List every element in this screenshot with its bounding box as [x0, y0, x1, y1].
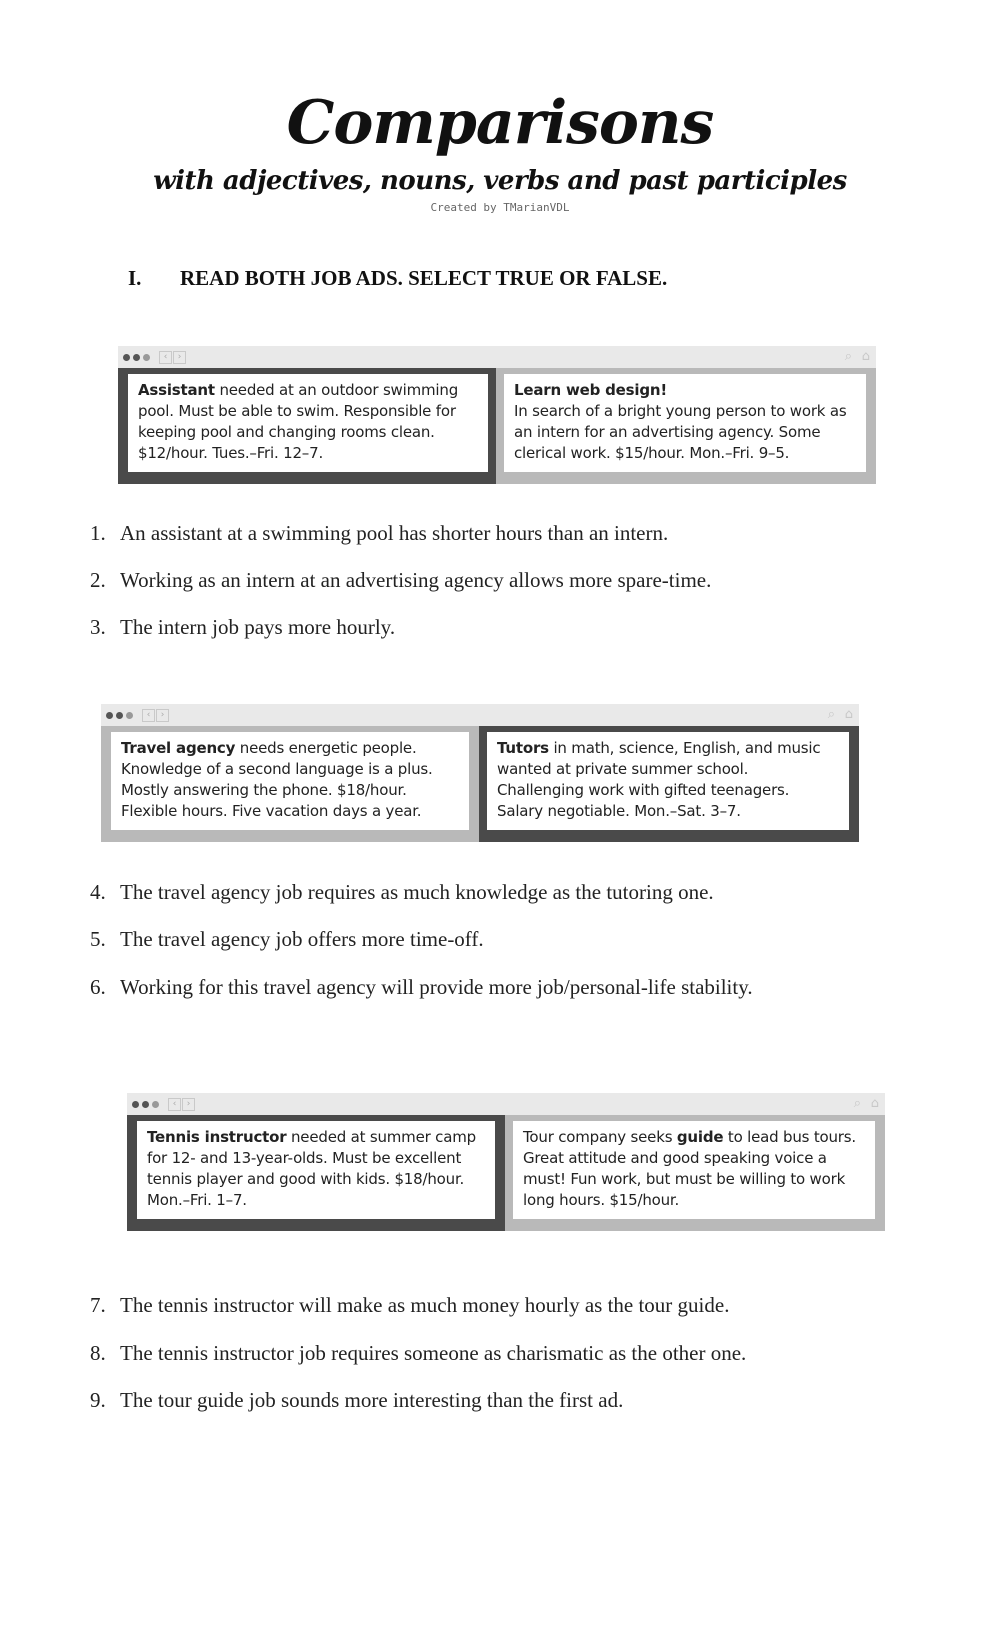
- search-icon: ⌕: [853, 1096, 861, 1111]
- job-ad-box-2: [101, 704, 859, 842]
- browser-bar: [127, 1093, 885, 1115]
- forward-icon: ›: [156, 709, 169, 722]
- back-icon: ‹: [142, 709, 155, 722]
- window-dot-icon: [132, 1101, 139, 1108]
- question-number: 7.: [90, 1293, 106, 1317]
- ad-card-bold: guide: [676, 1128, 724, 1146]
- section-instruction: READ BOTH JOB ADS. SELECT TRUE OR FALSE.: [180, 266, 668, 290]
- question-text: An assistant at a swimming pool has shorter hours than an intern.: [120, 521, 669, 545]
- question-number: 6.: [90, 975, 106, 999]
- ad-panel-left: [118, 368, 496, 484]
- question-text: The travel agency job requires as much knowledge as the tutoring one.: [120, 880, 714, 904]
- ad-panel-right: [505, 1115, 885, 1231]
- ad-panel-right: [496, 368, 876, 484]
- window-dot-icon: [126, 712, 133, 719]
- question-number: 8.: [90, 1341, 106, 1365]
- question-number: 5.: [90, 927, 106, 951]
- question-text: Working for this travel agency will provide more job/personal-life stability.: [120, 975, 753, 999]
- question-text: Working as an intern at an advertising agency allows more spare-time.: [120, 568, 712, 592]
- question-text: The intern job pays more hourly.: [120, 615, 396, 639]
- ad-card-text: needed at an outdoor swimming pool. Must be able to swim. Responsible for keeping pool and changing rooms clean. $12/hour. Tues.–Fri. 12–7.: [138, 381, 459, 462]
- question-number: 1.: [90, 521, 106, 545]
- question-text: The tour guide job sounds more interesting than the first ad.: [120, 1388, 624, 1412]
- ad-card-bold: Assistant: [138, 381, 215, 399]
- ad-card-web-design: [504, 374, 866, 472]
- ad-card-tennis-instructor: [137, 1121, 495, 1219]
- home-icon: ⌂: [844, 707, 853, 722]
- ad-card-pre: Tour company seeks: [523, 1128, 677, 1146]
- question-5: [90, 927, 484, 952]
- question-number: 2.: [90, 568, 106, 592]
- ad-panel-left: [101, 726, 479, 842]
- home-icon: ⌂: [861, 349, 870, 364]
- section-number: I.: [128, 266, 142, 290]
- question-number: 9.: [90, 1388, 106, 1412]
- window-dot-icon: [106, 712, 113, 719]
- window-dot-icon: [142, 1101, 149, 1108]
- question-number: 3.: [90, 615, 106, 639]
- job-ad-box-1: [118, 346, 876, 484]
- window-dot-icon: [133, 354, 140, 361]
- question-2: [90, 568, 711, 593]
- browser-bar: [118, 346, 876, 368]
- ad-card-travel-agency: [111, 732, 469, 830]
- search-icon: ⌕: [844, 349, 852, 364]
- back-icon: ‹: [159, 351, 172, 364]
- window-dot-icon: [116, 712, 123, 719]
- question-6: [90, 975, 753, 1000]
- question-3: [90, 615, 395, 640]
- question-4: [90, 880, 714, 905]
- ad-card-bold: Tutors: [497, 739, 549, 757]
- question-text: The tennis instructor will make as much money hourly as the tour guide.: [120, 1293, 730, 1317]
- question-7: [90, 1293, 729, 1318]
- window-dot-icon: [143, 354, 150, 361]
- search-icon: ⌕: [827, 707, 835, 722]
- ad-card-tutors: [487, 732, 849, 830]
- question-number: 4.: [90, 880, 106, 904]
- ad-card-assistant: [128, 374, 488, 472]
- ad-card-bold: Learn web design!: [514, 381, 667, 399]
- question-9: [90, 1388, 623, 1413]
- ad-card-text: In search of a bright young person to work as an intern for an advertising agency. Some clerical work. $15/hour. Mon.–Fri. 9–5.: [514, 402, 847, 462]
- ad-card-bold: Travel agency: [121, 739, 236, 757]
- ad-card-text: needed at summer camp for 12- and 13-year-olds. Must be excellent tennis player and good with kids. $18/hour. Mon.–Fri. 1–7.: [147, 1128, 476, 1209]
- author-credit: Created by TMarianVDL: [430, 201, 570, 214]
- back-icon: ‹: [168, 1098, 181, 1111]
- ad-card-text: in math, science, English, and music wanted at private summer school. Challenging work with gifted teenagers. Salary negotiable. Mon.–Sat. 3–7.: [497, 739, 821, 820]
- browser-bar: [101, 704, 859, 726]
- ad-card-tour-guide: [513, 1121, 875, 1219]
- window-dot-icon: [123, 354, 130, 361]
- job-ad-box-3: [127, 1093, 885, 1231]
- ad-panel-right: [479, 726, 859, 842]
- question-1: [90, 521, 668, 546]
- forward-icon: ›: [182, 1098, 195, 1111]
- section-heading: [128, 266, 667, 291]
- ad-card-text: to lead bus tours. Great attitude and good speaking voice a must! Fun work, but must be willing to work long hours. $15/hour.: [523, 1128, 856, 1209]
- page-title: Comparisons: [286, 88, 714, 158]
- ad-panel-left: [127, 1115, 505, 1231]
- question-text: The travel agency job offers more time-off.: [120, 927, 484, 951]
- question-8: [90, 1341, 746, 1366]
- question-text: The tennis instructor job requires someone as charismatic as the other one.: [120, 1341, 747, 1365]
- page-subtitle: with adjectives, nouns, verbs and past participles: [153, 166, 847, 196]
- ad-card-bold: Tennis instructor: [147, 1128, 287, 1146]
- home-icon: ⌂: [870, 1096, 879, 1111]
- window-dot-icon: [152, 1101, 159, 1108]
- forward-icon: ›: [173, 351, 186, 364]
- ad-card-text: needs energetic people. Knowledge of a second language is a plus. Mostly answering the phone. $18/hour. Flexible hours. Five vacation days a year.: [121, 739, 433, 820]
